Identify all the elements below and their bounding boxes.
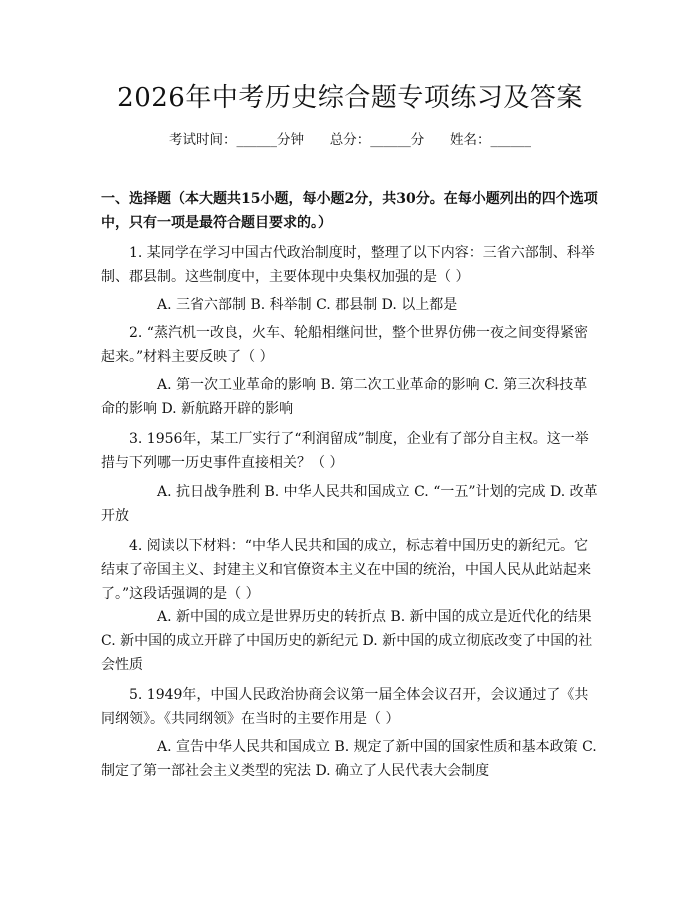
question-5-options: A. 宣告中华人民共和国成立 B. 规定了新中国的国家性质和基本政策 C. 制定了第一部社会主义类型的宪法 D. 确立了人民代表大会制度 [101, 739, 597, 779]
question-4-stem: 4. 阅读以下材料：“中华人民共和国的成立，标志着中国历史的新纪元。它结束了帝国主义、封建主义和官僚资本主义在中国的统治，中国人民从此站起来了。”这段话强调的是（ ） [101, 538, 591, 602]
question-5-stem: 5. 1949年，中国人民政治协商会议第一届全体会议召开，会议通过了《共同纲领》。《共同纲领》在当时的主要作用是（ ） [101, 687, 589, 727]
exam-info-text: 考试时间：______分钟 总分：______分 姓名：______ [169, 132, 531, 148]
question-3-stem: 3. 1956年，某工厂实行了“利润留成”制度，企业有了部分自主权。这一举措与下列哪一历史事件直接相关？（ ） [101, 431, 589, 471]
question-3-options: A. 抗日战争胜利 B. 中华人民共和国成立 C. “一五”计划的完成 D. 改革开放 [101, 484, 598, 524]
question-4-options: A. 新中国的成立是世界历史的转折点 B. 新中国的成立是近代化的结果 C. 新中国的成立开辟了中国历史的新纪元 D. 新中国的成立彻底改变了中国的社会性质 [101, 609, 593, 673]
question-2-stem: 2. “蒸汽机一改良，火车、轮船相继问世，整个世界仿佛一夜之间变得紧密起来。”材料主要反映了（ ） [101, 325, 588, 365]
page-title: 2026年中考历史综合题专项练习及答案 [117, 83, 583, 113]
question-2-options: A. 第一次工业革命的影响 B. 第二次工业革命的影响 C. 第三次科技革命的影响 D. 新航路开辟的影响 [101, 377, 588, 417]
section-heading: 一、选择题（本大题共15小题，每小题2分，共30分。在每小题列出的四个选项中，只有一项是最符合题目要求的。） [101, 191, 598, 231]
question-1-options: A. 三省六部制 B. 科举制 C. 郡县制 D. 以上都是 [157, 297, 458, 313]
exam-info-line [0, 130, 700, 150]
question-1-stem: 1. 某同学在学习中国古代政治制度时，整理了以下内容：三省六部制、科举制、郡县制。这些制度中，主要体现中央集权加强的是（ ） [101, 245, 595, 285]
